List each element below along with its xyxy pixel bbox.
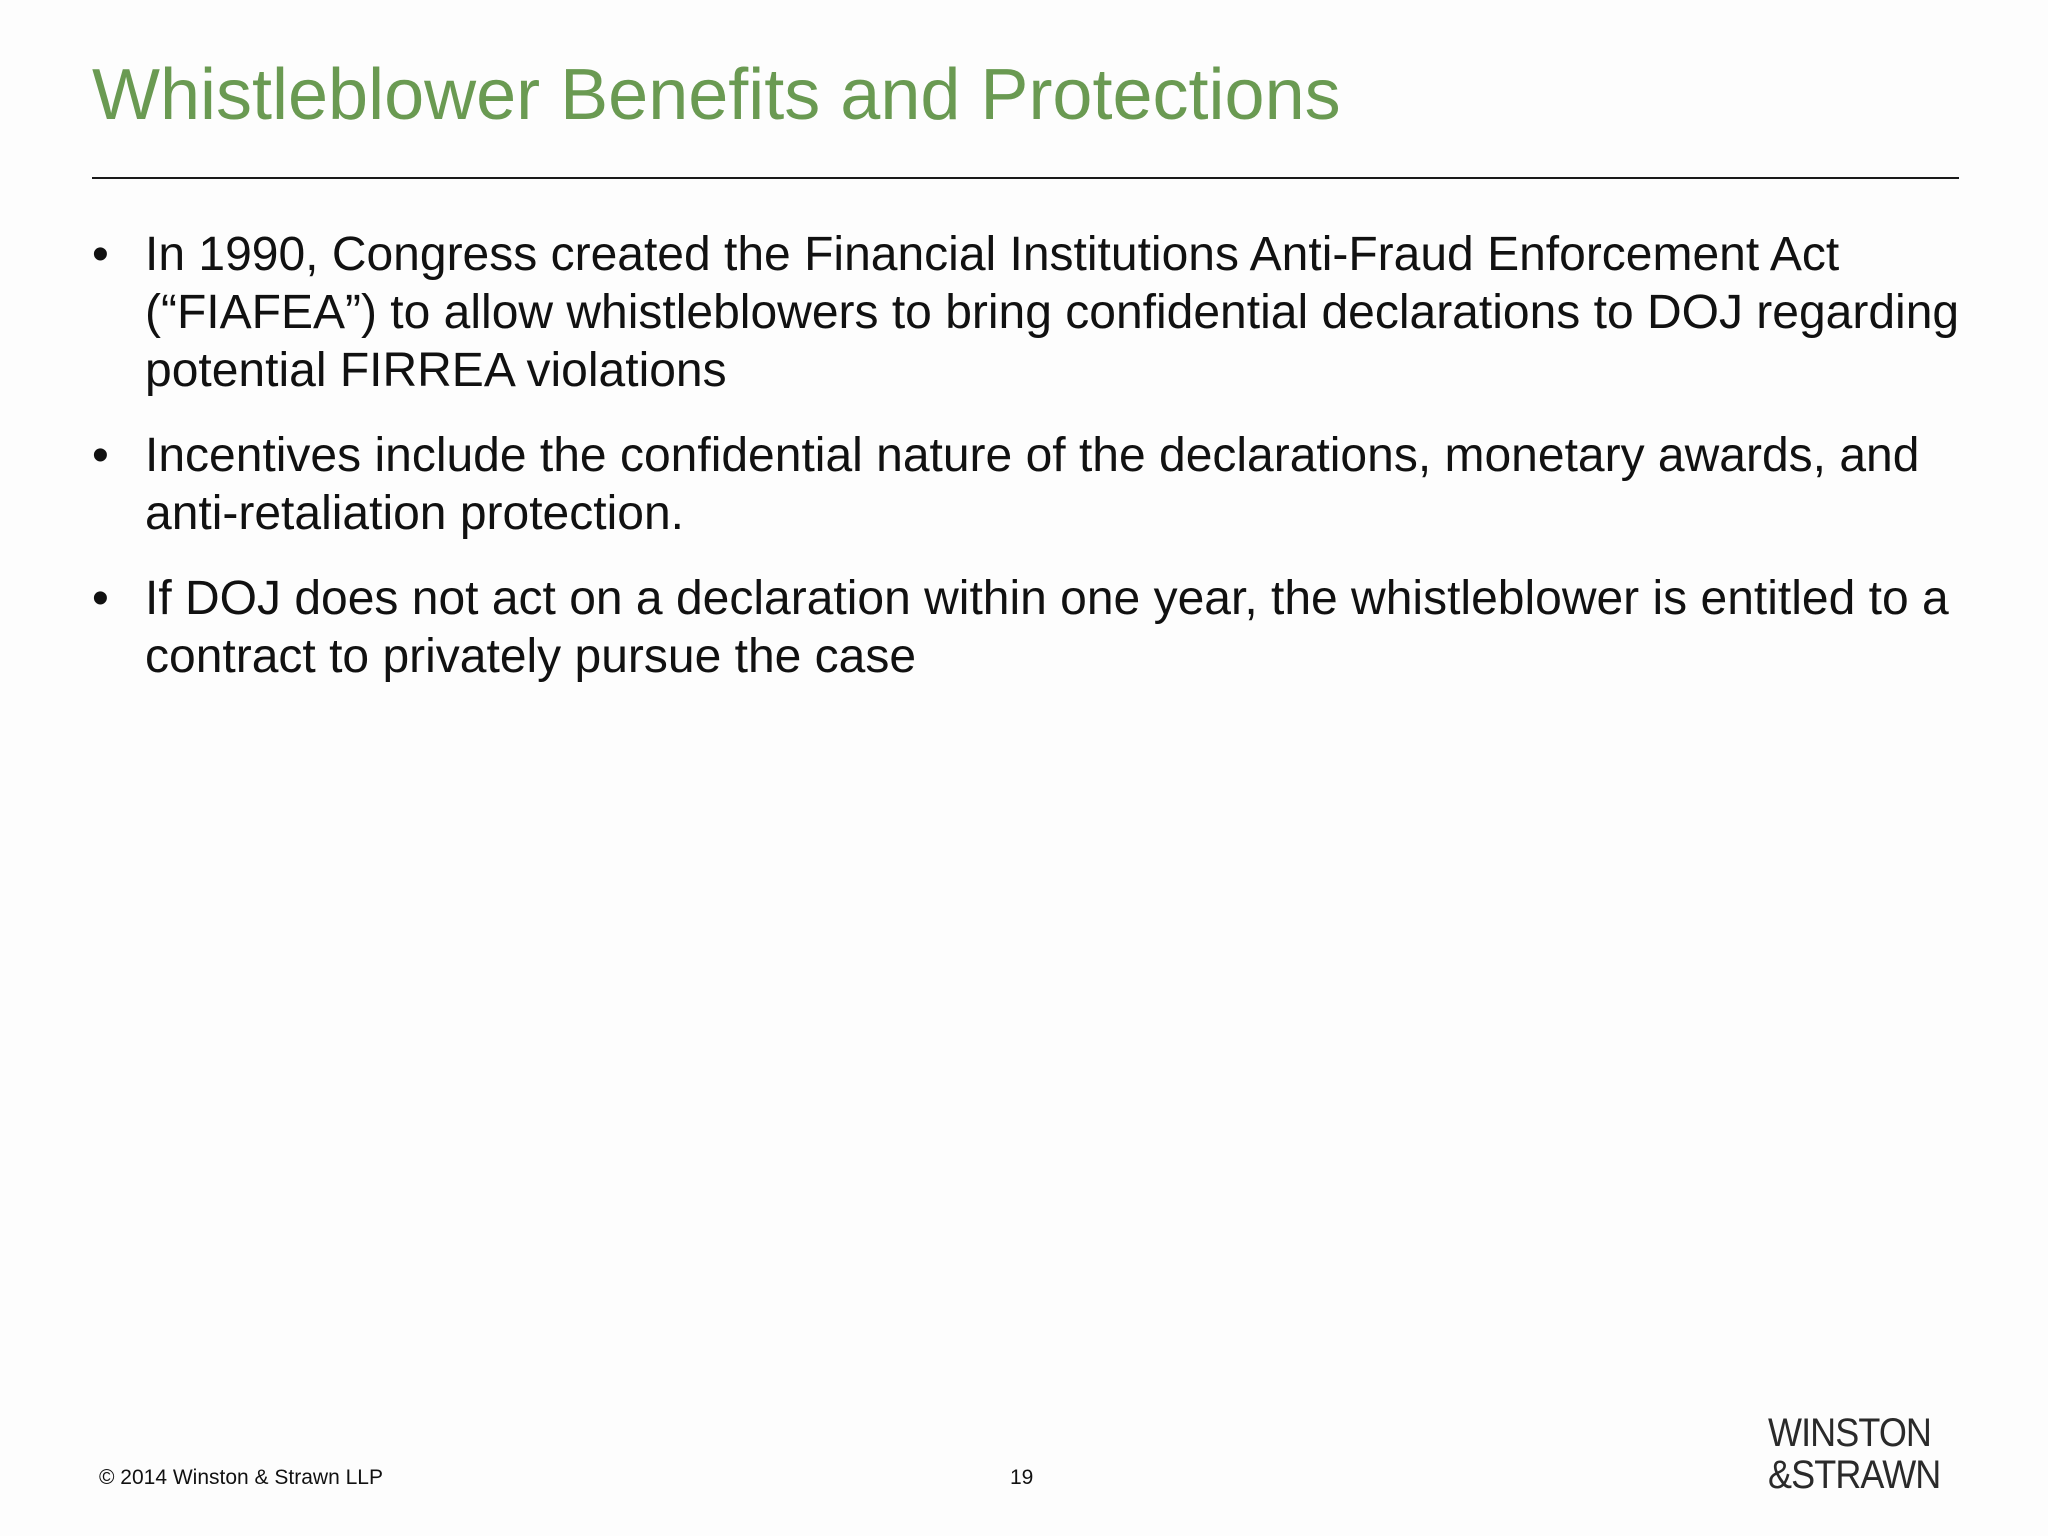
slide-title: Whistleblower Benefits and Protections — [92, 55, 1341, 135]
winston-strawn-logo — [1768, 1412, 1948, 1496]
title-divider — [92, 177, 1959, 179]
bullet-text: Incentives include the confidential nature of the declarations, monetary awards, and anti-retaliation protection. — [145, 429, 1920, 540]
bullet-icon: • — [92, 572, 109, 625]
bullet-icon: • — [92, 429, 109, 482]
logo-line-2: &STRAWN — [1768, 1453, 1941, 1497]
bullet-text: In 1990, Congress created the Financial Institutions Anti-Fraud Enforcement Act (“FIAFEA”) to allow whistleblowers to bring confidential declarations to DOJ regarding potential FIRREA violations — [145, 228, 1960, 397]
bullet-text: If DOJ does not act on a declaration within one year, the whistleblower is entitled to a contract to privately pursue the case — [145, 572, 1949, 683]
footer-copyright: © 2014 Winston & Strawn LLP — [99, 1466, 383, 1489]
bullet-item — [92, 226, 1972, 400]
bullet-list — [92, 226, 1972, 713]
bullet-item — [92, 427, 1972, 543]
page-number: 19 — [1010, 1466, 1034, 1489]
bullet-icon: • — [92, 228, 109, 281]
bullet-item — [92, 570, 1972, 686]
logo-line-1: WINSTON — [1768, 1411, 1932, 1455]
